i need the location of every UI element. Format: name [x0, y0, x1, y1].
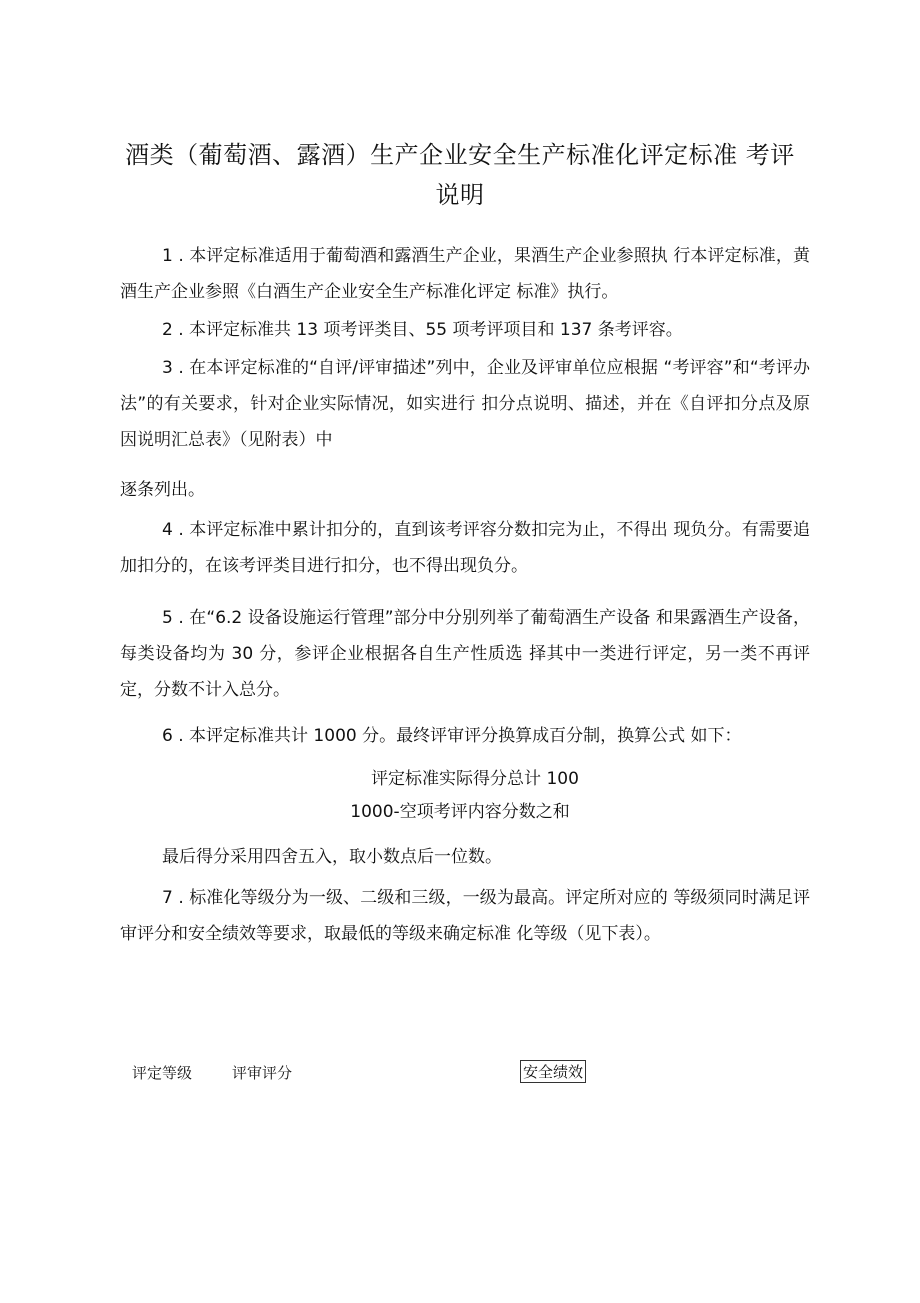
paragraph-3: [120, 350, 810, 458]
paragraph-7: [120, 880, 810, 952]
paragraph-3-text: 3 . 在本评定标准的“自评/评审描述”列中，企业及评审单位应根据 “考评容”和“考评办法”的有关要求，针对企业实际情况，如实进行 扣分点说明、描述，并在《自评扣分点及原因说明汇总表》（见附表）中: [120, 358, 810, 450]
paragraph-4-text: 4 . 本评定标准中累计扣分的，直到该考评容分数扣完为止，不得出 现负分。有需要追加扣分的，在该考评类目进行扣分，也不得出现负分。: [120, 520, 810, 576]
paragraph-1: [120, 238, 810, 310]
paragraph-5-text: 5 . 在“6.2 设备设施运行管理”部分中分别列举了葡萄酒生产设备 和果露酒生产设备，每类设备均为 30 分，参评企业根据各自生产性质选 择其中一类进行评定，另一类不再评定，分数不计入总分。: [120, 608, 810, 700]
formula-denominator: 1000-空项考评内容分数之和: [350, 802, 570, 822]
paragraph-7-text: 7 . 标准化等级分为一级、二级和三级，一级为最高。评定所对应的 等级须同时满足评审评分和安全绩效等要求，取最低的等级来确定标准 化等级（见下表）。: [120, 888, 810, 944]
paragraph-4: [120, 512, 810, 584]
paragraph-6-text: 6 . 本评定标准共计 1000 分。最终评审评分换算成百分制，换算公式 如下：: [162, 726, 742, 746]
table-header-grade: 评定等级: [132, 1064, 193, 1082]
paragraph-1-text: 1 . 本评定标准适用于葡萄酒和露酒生产企业，果酒生产企业参照执 行本评定标准，黄酒生产企业参照《白酒生产企业安全生产标准化评定 标准》执行。: [120, 246, 810, 302]
paragraph-6: [120, 718, 810, 754]
document-title-line1: 酒类（葡萄酒、露酒）生产企业安全生产标准化评定标准 考评: [125, 141, 795, 169]
paragraph-3-continuation: 逐条列出。: [120, 480, 205, 500]
table-header-safety-performance: 安全绩效: [520, 1060, 586, 1083]
paragraph-2-text: 2 . 本评定标准共 13 项考评类目、55 项考评项目和 137 条考评容。: [162, 320, 683, 340]
paragraph-5: [120, 600, 810, 708]
document-title-line2: 说明: [435, 181, 485, 209]
table-header-score: 评审评分: [232, 1064, 293, 1082]
formula-numerator: 评定标准实际得分总计 100: [371, 769, 579, 789]
paragraph-2: [120, 312, 810, 348]
rounding-note: 最后得分采用四舍五入，取小数点后一位数。: [162, 847, 502, 867]
